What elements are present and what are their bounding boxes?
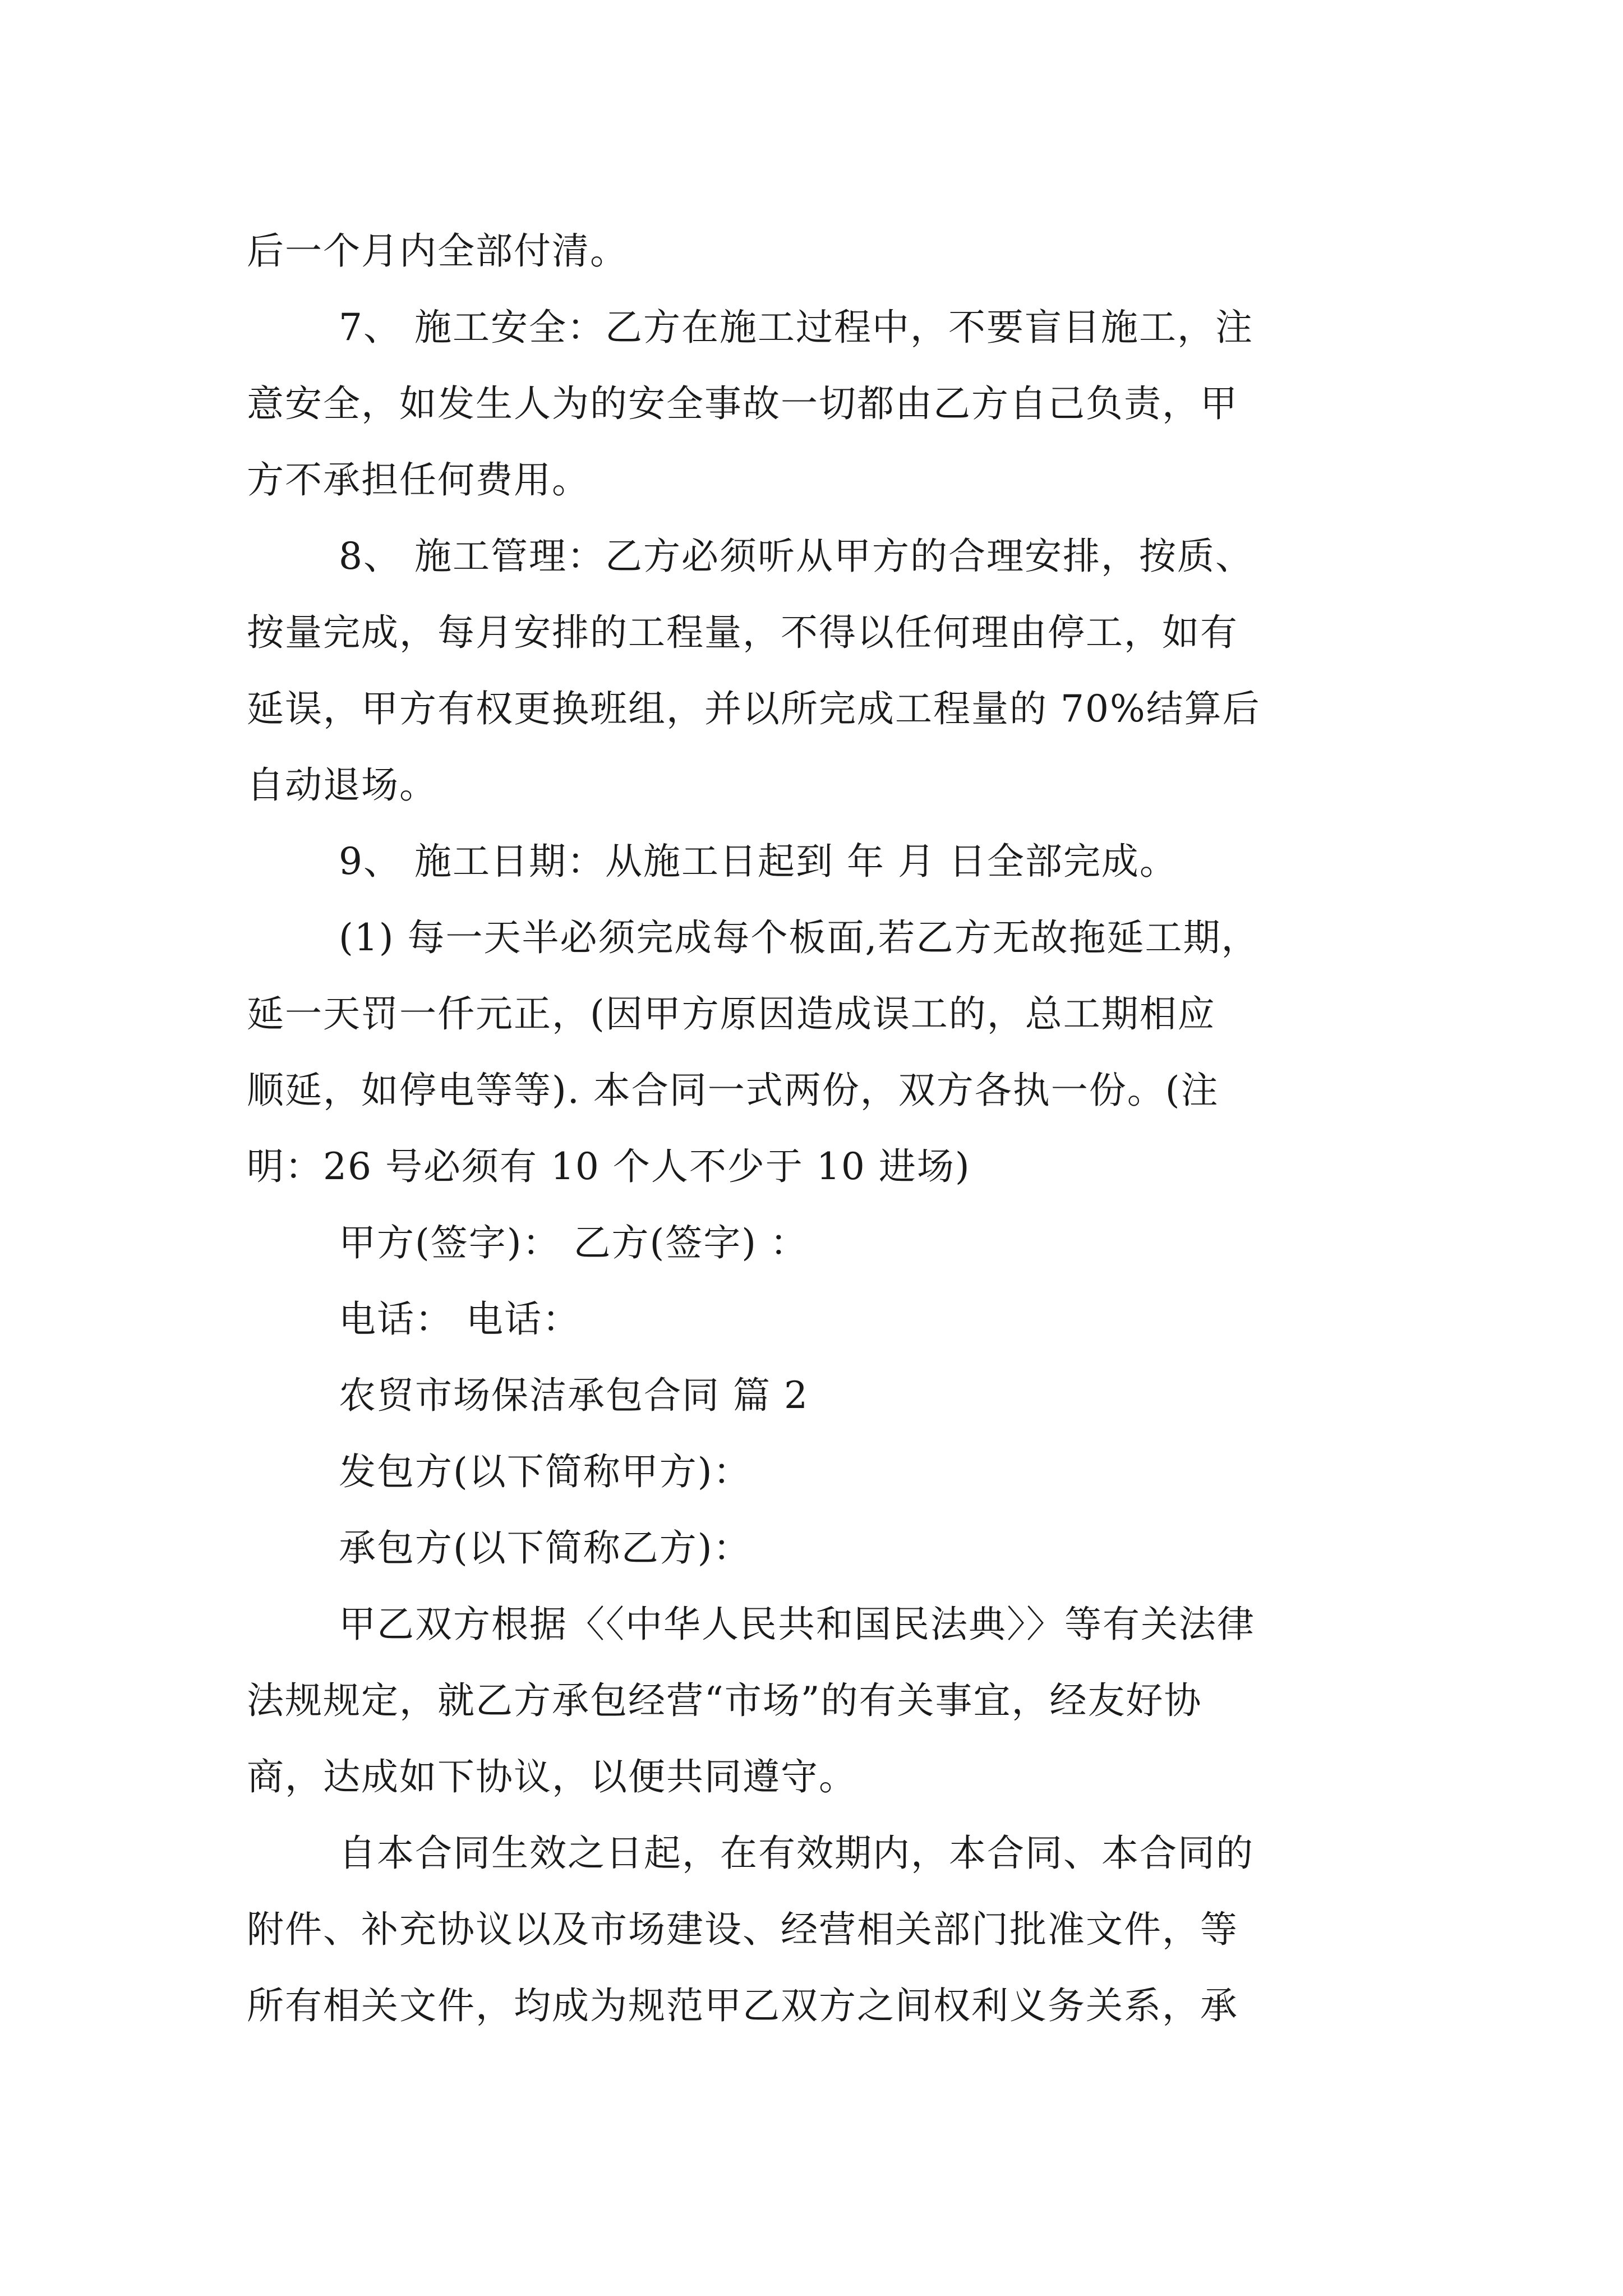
- paragraph-start: 自本合同生效之日起，在有效期内，本合同、本合同的: [339, 1832, 1254, 1875]
- party-b-line: 承包方(以下简称乙方)：: [339, 1526, 751, 1570]
- text-line: 明：26 号必须有 10 个人不少于 10 进场): [247, 1145, 971, 1188]
- text-line: 自动退场。: [247, 763, 437, 807]
- text-line: 按量完成，每月安排的工程量，不得以任何理由停工，如有: [247, 611, 1238, 654]
- text-line: 法规规定，就乙方承包经营“市场”的有关事宜，经友好协: [247, 1679, 1202, 1722]
- party-a-line: 发包方(以下简称甲方)：: [339, 1450, 751, 1493]
- document-body: [247, 213, 1391, 2044]
- text-line: 顺延，如停电等等). 本合同一式两份，双方各执一份。(注: [247, 1069, 1219, 1112]
- clause-9-heading: 9、 施工日期：从施工日起到 年 月 日全部完成。: [339, 840, 1178, 883]
- text-line: 方不承担任何费用。: [247, 458, 590, 501]
- signature-line: 甲方(签字)： 乙方(签字) ：: [339, 1221, 808, 1264]
- text-line: 延一天罚一仟元正，(因甲方原因造成误工的，总工期相应: [247, 992, 1216, 1036]
- text-line: 意安全，如发生人为的安全事故一切都由乙方自己负责，甲: [247, 382, 1238, 425]
- paragraph-start: 甲乙双方根据〈〈中华人民共和国民法典〉〉等有关法律: [339, 1603, 1255, 1646]
- text-line: 延误，甲方有权更换班组，并以所完成工程量的 70%结算后: [247, 687, 1261, 730]
- clause-8-heading: 8、 施工管理：乙方必须听从甲方的合理安排，按质、: [339, 535, 1253, 578]
- sub-clause-1: (1) 每一天半必须完成每个板面,若乙方无故拖延工期，: [339, 916, 1260, 959]
- phone-line: 电话： 电话：: [339, 1297, 580, 1341]
- text-line: 后一个月内全部付清。: [247, 229, 628, 273]
- text-line: 商，达成如下协议，以便共同遵守。: [247, 1755, 857, 1798]
- clause-7-heading: 7、 施工安全：乙方在施工过程中，不要盲目施工，注: [339, 306, 1253, 349]
- section-title: 农贸市场保洁承包合同 篇 2: [339, 1374, 809, 1417]
- text-line: 所有相关文件，均成为规范甲乙双方之间权利义务关系，承: [247, 1984, 1238, 2027]
- text-line: 附件、补充协议以及市场建设、经营相关部门批准文件，等: [247, 1908, 1238, 1951]
